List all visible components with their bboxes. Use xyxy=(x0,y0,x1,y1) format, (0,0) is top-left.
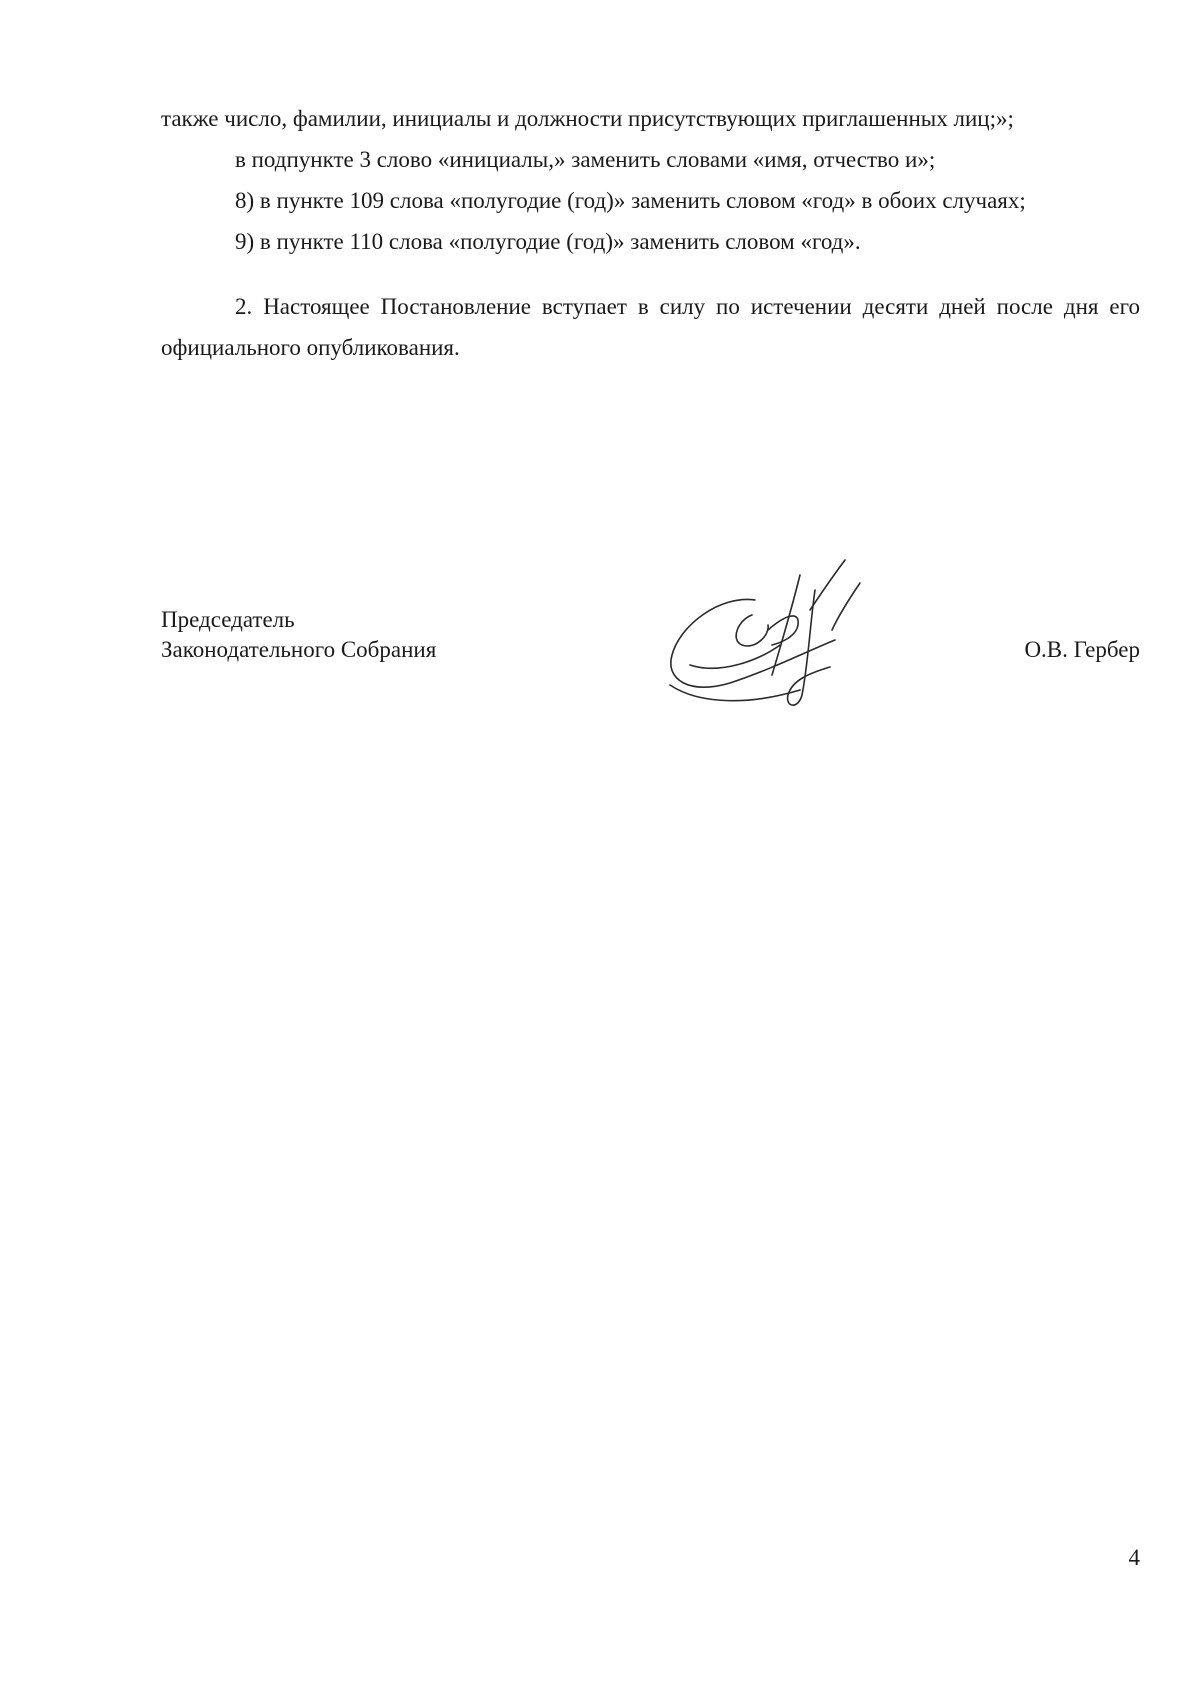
paragraph-section-2: 2. Настоящее Постановление вступает в силу по истечении десяти дней после дня его официального опубликования. xyxy=(161,294,1140,360)
signer-title-line-1: Председатель xyxy=(161,607,295,632)
paragraph-subpoint-3: в подпункте 3 слово «инициалы,» заменить словами «имя, отчество и»; xyxy=(235,147,936,172)
page-number: 4 xyxy=(1128,1545,1140,1570)
handwritten-signature-icon xyxy=(660,555,900,715)
paragraph-continuation: также число, фамилии, инициалы и должности присутствующих приглашенных лиц;»; xyxy=(161,106,1014,131)
signer-title xyxy=(161,605,436,665)
paragraph-item-8: 8) в пункте 109 слова «полугодие (год)» заменить словом «год» в обоих случаях; xyxy=(235,188,1026,213)
document-body xyxy=(161,98,1140,368)
signer-title-line-2: Законодательного Собрания xyxy=(161,637,437,662)
signer-name: О.В. Гербер xyxy=(1024,637,1140,662)
paragraph-item-9: 9) в пункте 110 слова «полугодие (год)» заменить словом «год». xyxy=(235,229,861,254)
